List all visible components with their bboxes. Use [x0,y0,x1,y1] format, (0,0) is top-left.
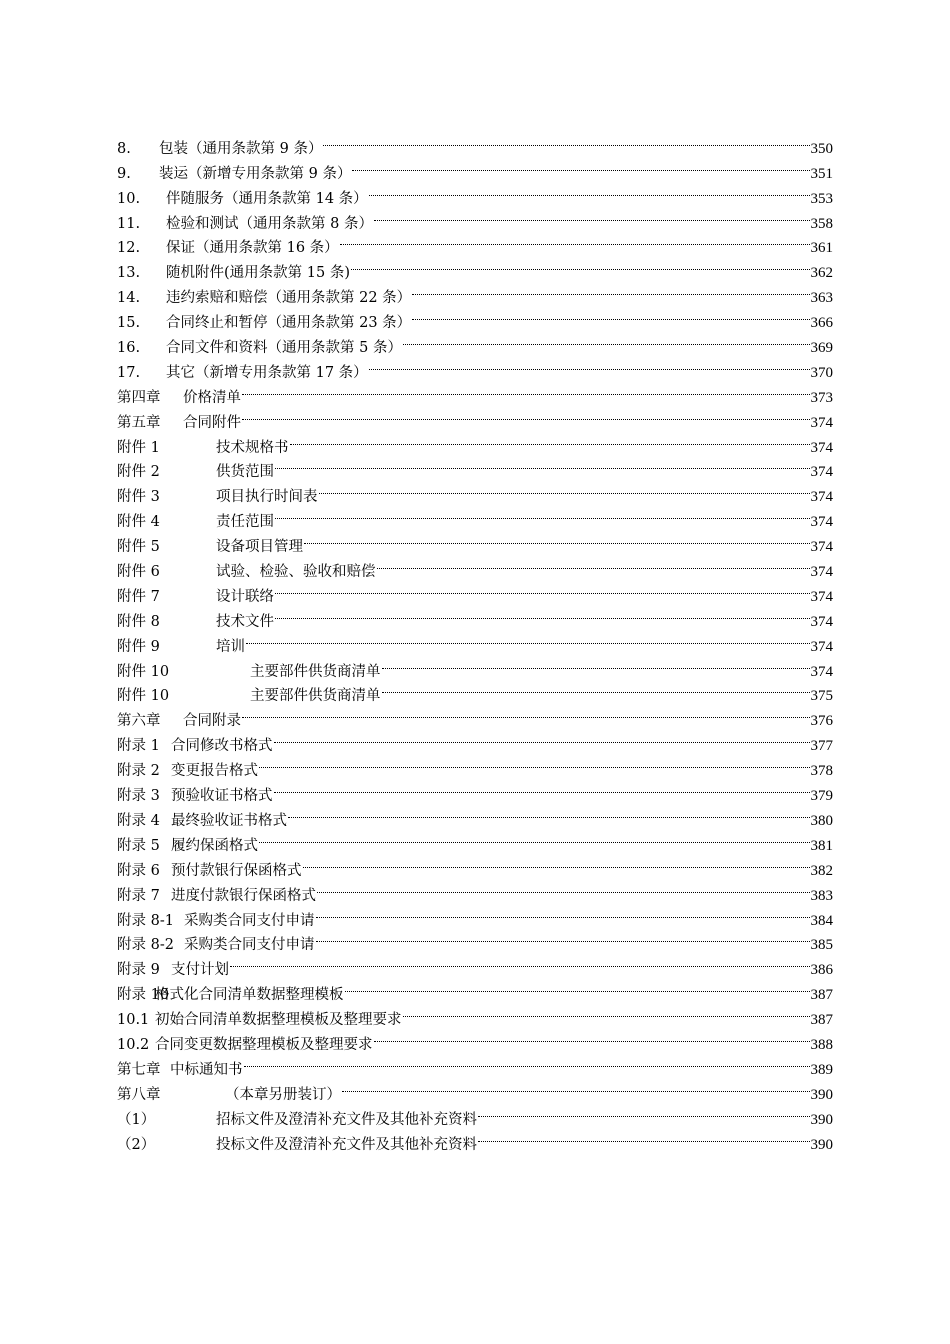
toc-entry-page: 374 [810,613,833,630]
toc-entry-number: 附录 9 [117,962,160,979]
toc-entry-page: 366 [810,315,833,332]
toc-entry-number: 14. [117,290,141,307]
toc-dot-leader [230,949,810,974]
toc-dot-leader [242,700,810,725]
toc-dot-leader [317,875,810,900]
toc-entry-page: 350 [810,140,833,157]
toc-dot-leader [374,203,810,228]
toc-entry-page: 383 [810,887,833,904]
toc-entry-page: 374 [810,588,833,605]
toc-entry-title: 保证（通用条款第 16 条） [166,240,339,257]
toc-entry-number: 附件 9 [117,638,160,655]
toc-entry-title: 主要部件供货商清单 [250,663,381,680]
toc-dot-leader [246,626,810,651]
toc-entry-number: 11. [117,215,141,232]
toc-dot-leader [323,128,809,153]
toc-dot-leader [275,576,810,601]
toc-entry-page: 390 [810,1136,833,1153]
toc-entry-title: 采购类合同支付申请 [184,912,315,929]
toc-entry-title: 装运（新增专用条款第 9 条） [159,165,352,182]
toc-dot-leader [304,526,810,551]
toc-entry-number: 15. [117,315,141,332]
toc-entry-title: 随机附件(通用条款第 15 条) [166,265,350,282]
toc-entry-title: 供货范围 [216,464,274,481]
toc-entry-title: 价格清单 [183,389,241,406]
toc-dot-leader [382,651,810,676]
toc-entry-number: （1） [117,1111,156,1128]
toc-entry-page: 379 [810,788,833,805]
toc-entry-page: 374 [810,564,833,581]
toc-entry-title: 预验收证书格式 [171,788,273,805]
toc-entry-page: 388 [810,1036,833,1053]
toc-dot-leader [369,178,810,203]
toc-entry-page: 377 [810,738,833,755]
toc-entry-title: 中标通知书 [170,1061,243,1078]
toc-entry-number: 附录 4 [117,812,160,829]
toc-entry-number: 13. [117,265,141,282]
toc-entry-page: 381 [810,837,833,854]
toc-dot-leader [412,302,809,327]
toc-entry-title: 违约索赔和赔偿（通用条款第 22 条） [166,290,412,307]
toc-entry-title: 合同变更数据整理模板及整理要求 [155,1036,373,1053]
toc-entry-title: 采购类合同支付申请 [184,937,315,954]
toc-entry-number: 附件 2 [117,464,160,481]
toc-entry-title: 伴随服务（通用条款第 14 条） [166,190,368,207]
toc-entry-number: 附录 5 [117,837,160,854]
toc-entry-number: 第四章 [117,389,161,406]
toc-dot-leader [319,476,810,501]
toc-entry-title: 设备项目管理 [216,539,303,556]
toc-entry-title: 合同修改书格式 [171,738,273,755]
toc-entry-title: 变更报告格式 [171,763,258,780]
toc-dot-leader [316,900,810,925]
toc-entry-number: 10.1 [117,1012,150,1029]
toc-entry-page: 369 [810,340,833,357]
toc-entry-number: 附件 7 [117,588,160,605]
toc-entry-page: 374 [810,539,833,556]
toc-dot-leader [288,800,810,825]
toc-entry-number: 10.2 [117,1036,150,1053]
toc-entry-title: 初始合同清单数据整理模板及整理要求 [155,1012,402,1029]
toc-dot-leader [345,974,810,999]
toc-dot-leader [351,252,810,277]
toc-dot-leader [478,1099,810,1124]
toc-dot-leader [242,377,810,402]
toc-dot-leader [382,676,810,701]
toc-entry-title: 合同附录 [183,713,241,730]
toc-entry-page: 374 [810,638,833,655]
toc-entry-title: 进度付款银行保函格式 [171,887,316,904]
toc-entry-title: 投标文件及澄清补充文件及其他补充资料 [216,1136,477,1153]
toc-entry-number: 16. [117,340,141,357]
toc-entry-page: 385 [810,937,833,954]
toc-dot-leader [303,850,810,875]
toc-entry-title: 试验、检验、验收和赔偿 [216,564,376,581]
toc-dot-leader [259,825,810,850]
toc-dot-leader [377,551,810,576]
toc-entry-title: 检验和测试（通用条款第 8 条） [166,215,373,232]
toc-entry-number: 附件 8 [117,613,160,630]
toc-entry-number: 附件 3 [117,489,160,506]
toc-entry-title: 培训 [216,638,245,655]
toc-entry-page: 384 [810,912,833,929]
toc-entry-page: 387 [810,987,833,1004]
toc-entry-number: 附录 8-1 [117,912,174,929]
toc-entry-number: （2） [117,1136,156,1153]
toc-entry-number: 9. [117,165,131,182]
toc-dot-leader [403,327,810,352]
toc-entry-title: 设计联络 [216,588,274,605]
toc-dot-leader [275,501,810,526]
toc-entry-page: 358 [810,215,833,232]
toc-entry-title: 最终验收证书格式 [171,812,287,829]
toc-entry-page: 374 [810,489,833,506]
toc-entry-title: 责任范围 [216,514,274,531]
toc-entry-page: 373 [810,389,833,406]
toc-entry-number: 第五章 [117,414,161,431]
toc-entry-page: 389 [810,1061,833,1078]
toc-dot-leader [403,999,810,1024]
toc-entry-page: 351 [810,165,833,182]
toc-entry-number: 8. [117,140,131,157]
toc-entry-page: 378 [810,763,833,780]
toc-entry-page: 382 [810,862,833,879]
toc-entry-page: 387 [810,1012,833,1029]
toc-dot-leader [290,427,810,452]
toc-entry-title: 合同文件和资料（通用条款第 5 条） [166,340,402,357]
toc-entry-number: 附录 2 [117,763,160,780]
toc-entry-title: 项目执行时间表 [216,489,318,506]
toc-dot-leader [316,925,810,950]
toc-entry-title: 格式化合同清单数据整理模板 [155,987,344,1004]
toc-entry-page: 374 [810,514,833,531]
toc-entry-title: 技术文件 [216,613,274,630]
toc-dot-leader [242,402,810,427]
toc-entry-page: 363 [810,290,833,307]
toc-dot-leader [352,153,809,178]
toc-entry-title: 预付款银行保函格式 [171,862,302,879]
toc-entry-page: 374 [810,464,833,481]
toc-entry-page: 353 [810,190,833,207]
toc-dot-leader [369,352,810,377]
toc-entry-number: 附录 10 [117,987,170,1004]
toc-entry-page: 390 [810,1111,833,1128]
toc-entry-number: 第八章 [117,1086,161,1103]
toc-entry-page: 370 [810,364,833,381]
toc-entry-number: 附件 6 [117,564,160,581]
toc-dot-leader [340,228,810,253]
toc-entry-title: 合同终止和暂停（通用条款第 23 条） [166,315,412,332]
toc-entry-number: 附录 3 [117,788,160,805]
toc-entry-title: 合同附件 [183,414,241,431]
toc-dot-leader [275,452,810,477]
toc-dot-leader [274,725,810,750]
toc-entry-number: 附录 8-2 [117,937,174,954]
toc-entry-page: 374 [810,663,833,680]
toc-entry-page: 386 [810,962,833,979]
toc-entry-title: 包装（通用条款第 9 条） [159,140,323,157]
toc-dot-leader [275,601,810,626]
toc-entry-number: 附录 6 [117,862,160,879]
toc-entry-number: 12. [117,240,141,257]
toc-entry-title: 主要部件供货商清单 [250,688,381,705]
toc-entry-page: 376 [810,713,833,730]
table-of-contents [117,128,833,1153]
toc-entry-title: 招标文件及澄清补充文件及其他补充资料 [216,1111,477,1128]
toc-entry-number: 附录 7 [117,887,160,904]
toc-dot-leader [374,1024,810,1049]
toc-entry-number: 附录 1 [117,738,160,755]
toc-entry-number: 10. [117,190,141,207]
toc-entry-page: 361 [810,240,833,257]
toc-entry-title: 其它（新增专用条款第 17 条） [166,364,368,381]
toc-dot-leader [478,1124,810,1149]
toc-dot-leader [342,1074,810,1099]
toc-entry-page: 374 [810,439,833,456]
toc-entry-title: 支付计划 [171,962,229,979]
toc-dot-leader [259,750,810,775]
toc-entry-number: 17. [117,364,141,381]
toc-entry-page: 390 [810,1086,833,1103]
toc-entry-page: 375 [810,688,833,705]
toc-dot-leader [244,1049,810,1074]
toc-entry-number: 附件 4 [117,514,160,531]
toc-dot-leader [274,775,810,800]
toc-entry-page: 374 [810,414,833,431]
toc-entry-title: （本章另册装订） [225,1086,341,1103]
toc-dot-leader [412,277,809,302]
toc-entry-title: 履约保函格式 [171,837,258,854]
toc-entry-number: 附件 10 [117,688,170,705]
toc-entry-number: 附件 5 [117,539,160,556]
toc-entry-number: 附件 10 [117,663,170,680]
toc-entry-page: 380 [810,812,833,829]
toc-entry-number: 第七章 [117,1061,161,1078]
toc-entry-number: 第六章 [117,713,161,730]
toc-entry-page: 362 [810,265,833,282]
toc-entry-title: 技术规格书 [216,439,289,456]
toc-entry[interactable] [117,128,833,157]
toc-entry-number: 附件 1 [117,439,160,456]
